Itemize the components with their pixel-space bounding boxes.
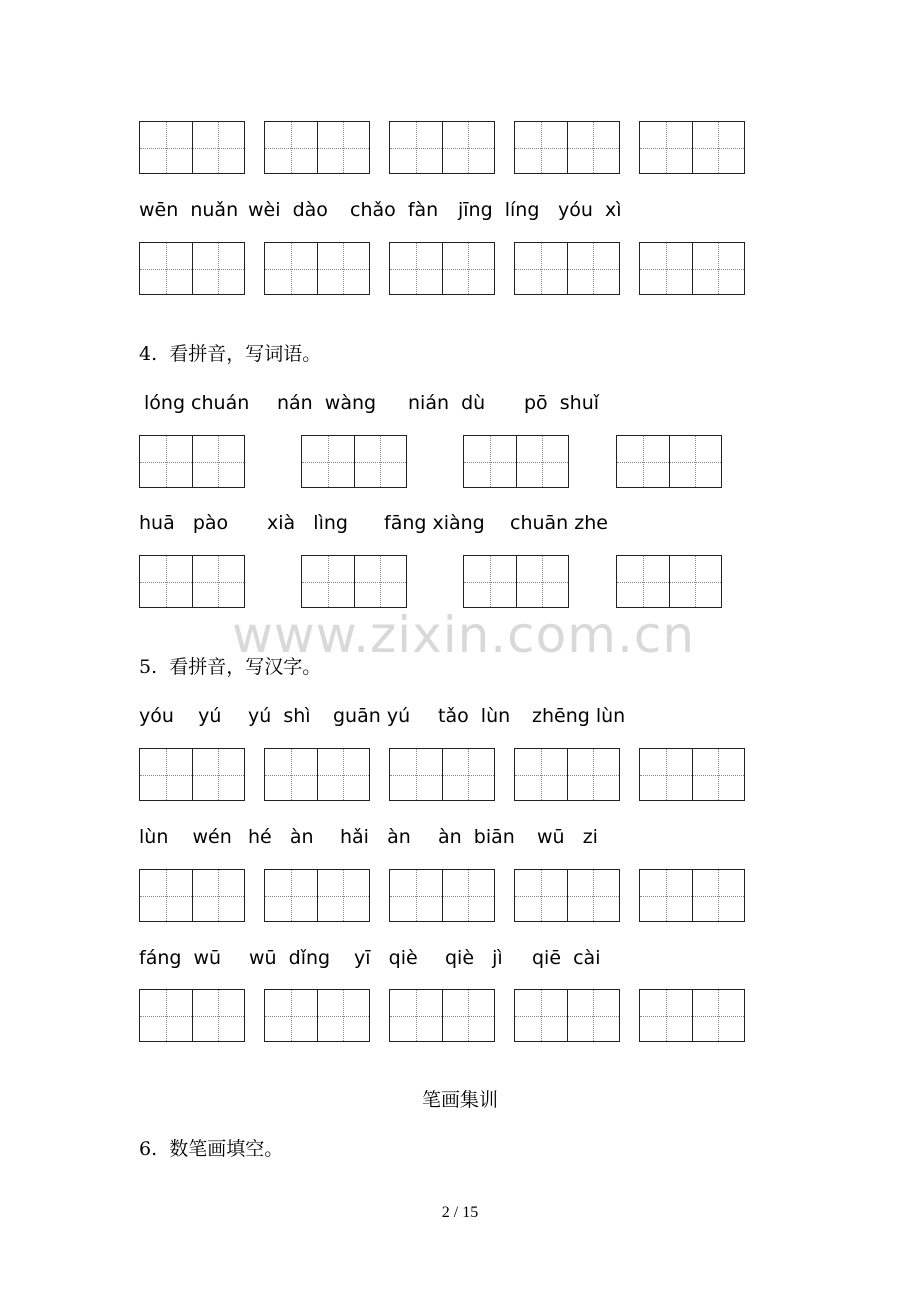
char-grid-box[interactable] [639,989,745,1042]
pinyin-word: hé àn [248,826,314,848]
pinyin-word: fāng xiàng [384,512,485,534]
char-grid-box[interactable] [616,435,722,488]
pinyin-word: nián dù [408,392,486,414]
pinyin-word: yóu xì [558,199,622,221]
pinyin-word: xià lìng [267,512,348,534]
pinyin-word: chǎo fàn [350,199,439,221]
char-grid-box[interactable] [389,121,495,174]
pinyin-word: wū zi [537,826,598,848]
stroke-training-title: 笔画集训 [421,1089,498,1111]
char-grid-box[interactable] [389,242,495,295]
pinyin-word: lóng chuán [144,392,250,414]
char-grid-box[interactable] [139,869,245,922]
pinyin-word: wèi dào [248,199,328,221]
char-grid-box[interactable] [301,435,407,488]
question-5-heading: 5. 看拼音，写汉字。 [139,656,322,678]
pinyin-word: wū dǐng [249,947,331,969]
pinyin-word: yú shì [248,705,311,727]
pinyin-word: nán wàng [277,392,377,414]
char-grid-box[interactable] [389,869,495,922]
pinyin-word: zhēng lùn [532,705,626,727]
pinyin-word: chuān zhe [510,512,608,534]
pinyin-word: yī qiè [354,947,418,969]
char-grid-box[interactable] [639,242,745,295]
char-grid-box[interactable] [639,869,745,922]
char-grid-box[interactable] [514,748,620,801]
char-grid-box[interactable] [264,869,370,922]
pinyin-word: lùn wén [139,826,232,848]
question-4-heading: 4. 看拼音，写词语。 [139,343,322,365]
char-grid-box[interactable] [514,869,620,922]
pinyin-word: guān yú [333,705,411,727]
char-grid-box[interactable] [514,989,620,1042]
char-grid-box[interactable] [139,748,245,801]
pinyin-word: huā pào [139,512,229,534]
char-grid-box[interactable] [639,748,745,801]
char-grid-box[interactable] [514,121,620,174]
char-grid-box[interactable] [264,121,370,174]
char-grid-box[interactable] [514,242,620,295]
pinyin-word: àn biān [438,826,515,848]
watermark: www.zixin.com.cn [232,606,696,664]
char-grid-box[interactable] [139,989,245,1042]
char-grid-box[interactable] [139,555,245,608]
char-grid-box[interactable] [264,748,370,801]
char-grid-box[interactable] [616,555,722,608]
char-grid-box[interactable] [639,121,745,174]
pinyin-word: fáng wū [139,947,222,969]
char-grid-box[interactable] [264,242,370,295]
char-grid-box[interactable] [139,435,245,488]
pinyin-word: yóu yú [139,705,222,727]
char-grid-box[interactable] [139,242,245,295]
question-6-heading: 6. 数笔画填空。 [139,1138,284,1160]
pinyin-word: wēn nuǎn [139,199,239,221]
pinyin-word: pō shuǐ [524,392,600,414]
pinyin-word: hǎi àn [340,826,411,848]
pinyin-word: qiè jì [445,947,503,969]
char-grid-box[interactable] [139,121,245,174]
pinyin-word: tǎo lùn [438,705,511,727]
pinyin-word: jīng líng [458,199,540,221]
char-grid-box[interactable] [463,555,569,608]
pinyin-word: qiē cài [532,947,601,969]
char-grid-box[interactable] [463,435,569,488]
char-grid-box[interactable] [389,748,495,801]
char-grid-box[interactable] [264,989,370,1042]
char-grid-box[interactable] [301,555,407,608]
char-grid-box[interactable] [389,989,495,1042]
page-number: 2 / 15 [441,1204,479,1221]
